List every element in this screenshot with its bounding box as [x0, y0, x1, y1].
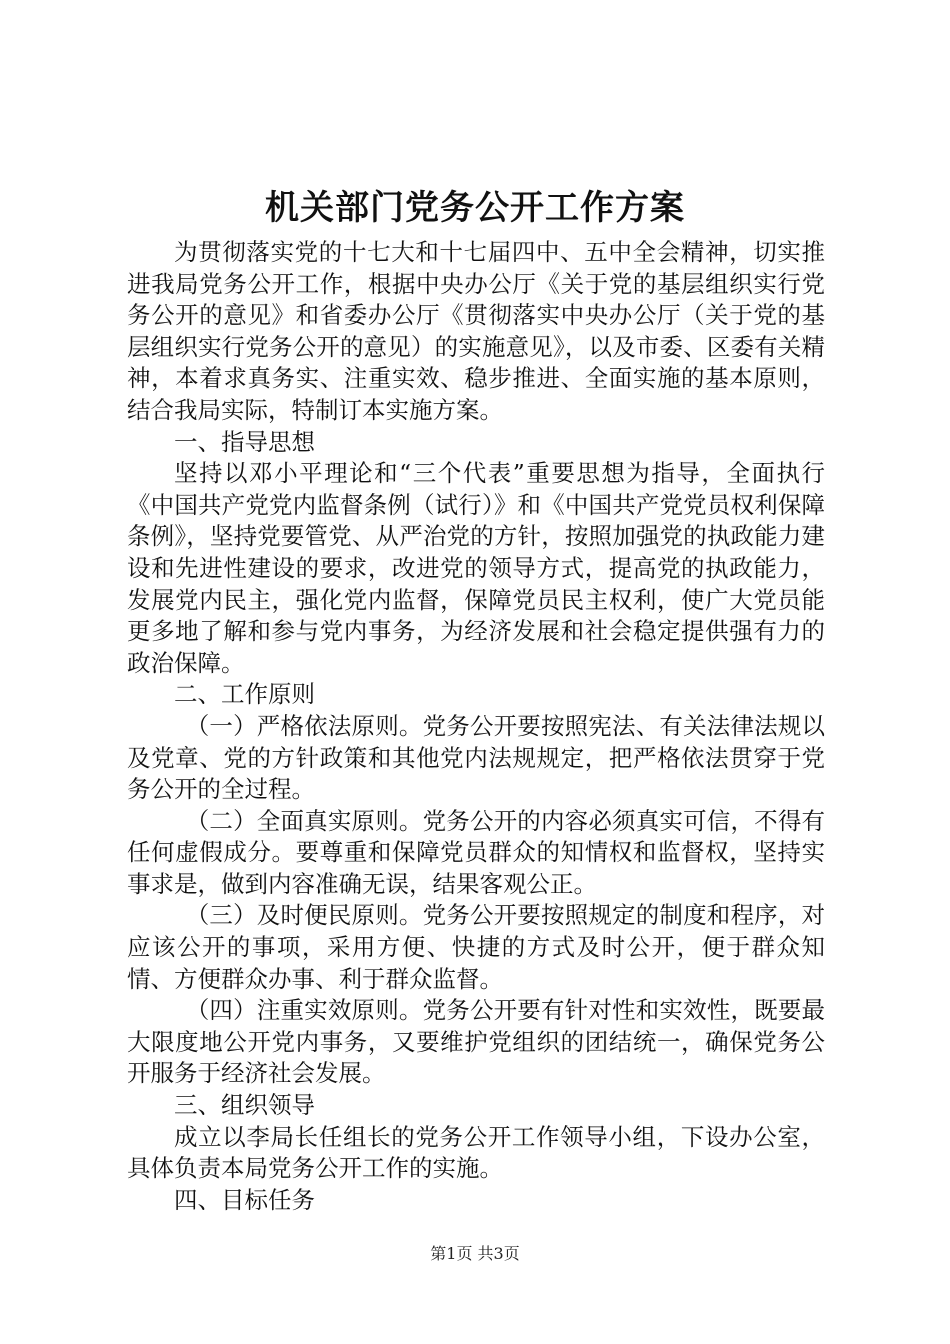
document-title: 机关部门党务公开工作方案 — [265, 188, 685, 228]
document-body — [127, 237, 825, 1216]
page-footer: 第1页 共3页 — [430, 1244, 520, 1263]
principle-paragraph-1: （一）严格依法原则。党务公开要按照宪法、有关法律法规以及党章、党的方针政策和其他党内法规规定，把严格依法贯穿于党务公开的全过程。 — [127, 711, 825, 804]
section-heading-guiding-ideology: 一、指导思想 — [174, 427, 315, 456]
intro-paragraph: 为贯彻落实党的十七大和十七届四中、五中全会精神，切实推进我局党务公开工作，根据中央办公厅《关于党的基层组织实行党务公开的意见》和省委办公厅《贯彻落实中央办公厅（关于党的基层组织实行党务公开的意见）的实施意见》，以及市委、区委有关精神，本着求真务实、注重实效、稳步推进、全面实施的基本原则，结合我局实际，特制订本实施方案。 — [127, 238, 825, 424]
principle-paragraph-4: （四）注重实效原则。党务公开要有针对性和实效性，既要最大限度地公开党内事务，又要维护党组织的团结统一，确保党务公开服务于经济社会发展。 — [127, 996, 825, 1088]
section-heading-goals: 四、目标任务 — [174, 1185, 315, 1214]
section-heading-work-principles: 二、工作原则 — [174, 680, 315, 709]
organization-paragraph: 成立以李局长任组长的党务公开工作领导小组，下设办公室，具体负责本局党务公开工作的实施。 — [127, 1122, 825, 1183]
guiding-ideology-paragraph: 坚持以邓小平理论和“三个代表”重要思想为指导，全面执行《中国共产党党内监督条例（试行）》和《中国共产党党员权利保障条例》，坚持党要管党、从严治党的方针，按照加强党的执政能力建设和先进性建设的要求，改进党的领导方式，提高党的执政能力，发展党内民主，强化党内监督，保障党员民主权利，使广大党员能更多地了解和参与党内事务，为经济发展和社会稳定提供强有力的政治保障。 — [127, 459, 825, 677]
principle-paragraph-2: （二）全面真实原则。党务公开的内容必须真实可信，不得有任何虚假成分。要尊重和保障党员群众的知情权和监督权，坚持实事求是，做到内容准确无误，结果客观公正。 — [127, 806, 825, 898]
section-heading-organization: 三、组织领导 — [174, 1091, 315, 1120]
principle-paragraph-3: （三）及时便民原则。党务公开要按照规定的制度和程序，对应该公开的事项，采用方便、快捷的方式及时公开，便于群众知情、方便群众办事、利于群众监督。 — [127, 901, 825, 993]
